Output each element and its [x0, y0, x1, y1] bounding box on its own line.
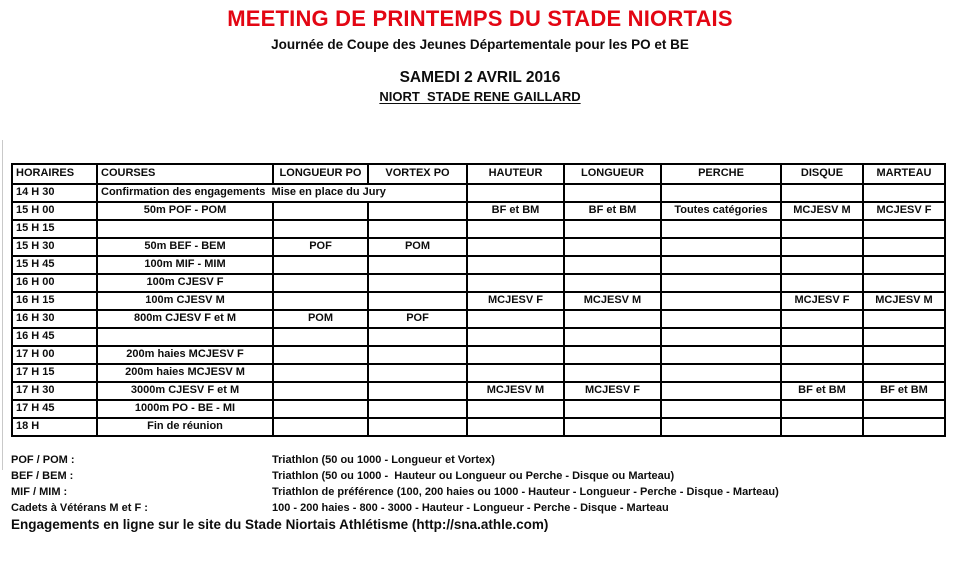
event-cell: [661, 400, 781, 418]
event-cell: [781, 184, 863, 202]
event-cell: [661, 184, 781, 202]
event-cell: [661, 274, 781, 292]
page-title: MEETING DE PRINTEMPS DU STADE NIORTAIS: [227, 6, 733, 31]
table-row: [12, 256, 945, 274]
column-header: HORAIRES: [12, 164, 97, 184]
event-cell: [863, 418, 945, 436]
event-cell: [863, 220, 945, 238]
event-cell: [467, 184, 564, 202]
footnote-line: [11, 468, 779, 484]
event-cell: [564, 346, 661, 364]
event-cell: [661, 292, 781, 310]
footnote-label: BEF / BEM :: [11, 470, 74, 482]
footnote-label: Cadets à Vétérans M et F :: [11, 502, 148, 514]
time-cell: 15 H 00: [12, 202, 97, 220]
event-cell: POF: [368, 310, 467, 328]
event-cell: [368, 292, 467, 310]
event-cell: [564, 364, 661, 382]
event-cell: [368, 328, 467, 346]
event-cell: MCJESV M: [564, 292, 661, 310]
time-cell: 16 H 45: [12, 328, 97, 346]
event-cell: BF et BM: [863, 382, 945, 400]
event-cell: [273, 202, 368, 220]
course-cell: Fin de réunion: [97, 418, 273, 436]
footnote-line: [11, 500, 779, 516]
event-cell: [781, 238, 863, 256]
event-cell: MCJESV M: [863, 292, 945, 310]
table-row: [12, 292, 945, 310]
event-cell: [368, 220, 467, 238]
time-cell: 15 H 15: [12, 220, 97, 238]
event-cell: [863, 328, 945, 346]
event-cell: [467, 274, 564, 292]
event-cell: [273, 382, 368, 400]
event-cell: [467, 220, 564, 238]
footnote-label: POF / POM :: [11, 454, 75, 466]
event-cell: Toutes catégories: [661, 202, 781, 220]
event-cell: BF et BM: [781, 382, 863, 400]
event-cell: [273, 274, 368, 292]
column-header: HAUTEUR: [467, 164, 564, 184]
event-cell: [863, 364, 945, 382]
time-cell: 15 H 30: [12, 238, 97, 256]
time-cell: 16 H 30: [12, 310, 97, 328]
course-cell: 3000m CJESV F et M: [97, 382, 273, 400]
event-cell: MCJESV M: [467, 382, 564, 400]
event-cell: [467, 310, 564, 328]
course-cell: 200m haies MCJESV F: [97, 346, 273, 364]
footnote-label: MIF / MIM :: [11, 486, 68, 498]
event-cell: [863, 310, 945, 328]
event-cell: [863, 346, 945, 364]
event-cell: [661, 220, 781, 238]
event-cell: [564, 274, 661, 292]
event-cell: [781, 400, 863, 418]
event-cell: MCJESV F: [564, 382, 661, 400]
footnote-line: [11, 452, 779, 468]
event-cell: MCJESV F: [781, 292, 863, 310]
event-cell: [863, 400, 945, 418]
column-header: DISQUE: [781, 164, 863, 184]
course-cell: 50m BEF - BEM: [97, 238, 273, 256]
event-cell: [368, 346, 467, 364]
event-cell: [661, 328, 781, 346]
event-cell: [467, 256, 564, 274]
event-cell: [661, 382, 781, 400]
event-cell: [564, 256, 661, 274]
footnote-line: [11, 484, 779, 500]
event-cell: [863, 274, 945, 292]
event-cell: [781, 256, 863, 274]
course-cell: 100m CJESV F: [97, 274, 273, 292]
event-cell: [467, 328, 564, 346]
event-cell: [781, 364, 863, 382]
event-cell: [368, 364, 467, 382]
event-cell: [661, 310, 781, 328]
course-cell: [97, 328, 273, 346]
merged-note-cell: Confirmation des engagements Mise en place du Jury: [97, 184, 467, 202]
table-row: [12, 400, 945, 418]
event-cell: [564, 310, 661, 328]
event-cell: [863, 184, 945, 202]
event-cell: [273, 256, 368, 274]
event-cell: [564, 238, 661, 256]
page-subtitle: Journée de Coupe des Jeunes Départementale pour les PO et BE: [271, 37, 689, 52]
footnote-text: Triathlon (50 ou 1000 - Hauteur ou Longueur ou Perche - Disque ou Marteau): [272, 470, 675, 482]
event-cell: [564, 400, 661, 418]
event-cell: [273, 292, 368, 310]
event-cell: BF et BM: [564, 202, 661, 220]
event-cell: [564, 418, 661, 436]
event-cell: [467, 400, 564, 418]
time-cell: 17 H 30: [12, 382, 97, 400]
event-cell: [564, 184, 661, 202]
footnote-text: Triathlon (50 ou 1000 - Longueur et Vortex): [272, 454, 495, 466]
event-cell: [661, 346, 781, 364]
event-cell: [781, 310, 863, 328]
event-cell: [564, 220, 661, 238]
table-row: [12, 310, 945, 328]
event-cell: [273, 220, 368, 238]
event-cell: MCJESV M: [781, 202, 863, 220]
time-cell: 17 H 00: [12, 346, 97, 364]
event-cell: [368, 418, 467, 436]
table-row: [12, 418, 945, 436]
course-cell: 1000m PO - BE - MI: [97, 400, 273, 418]
event-cell: POM: [273, 310, 368, 328]
event-cell: MCJESV F: [467, 292, 564, 310]
table-row: [12, 184, 945, 202]
event-cell: MCJESV F: [863, 202, 945, 220]
table-body: [12, 184, 945, 436]
time-cell: 15 H 45: [12, 256, 97, 274]
event-cell: [273, 328, 368, 346]
course-cell: 100m MIF - MIM: [97, 256, 273, 274]
event-cell: [661, 238, 781, 256]
event-cell: [368, 256, 467, 274]
event-cell: [661, 418, 781, 436]
time-cell: 17 H 15: [12, 364, 97, 382]
table-row: [12, 220, 945, 238]
event-cell: [661, 364, 781, 382]
event-cell: [781, 346, 863, 364]
event-cell: [368, 202, 467, 220]
event-cell: [273, 400, 368, 418]
time-cell: 16 H 15: [12, 292, 97, 310]
event-cell: [467, 238, 564, 256]
event-cell: [467, 346, 564, 364]
event-cell: [781, 220, 863, 238]
table-row: [12, 202, 945, 220]
table-header-row: [12, 164, 945, 184]
document-header: [0, 7, 960, 104]
course-cell: 200m haies MCJESV M: [97, 364, 273, 382]
event-cell: BF et BM: [467, 202, 564, 220]
event-cell: [863, 256, 945, 274]
table-row: [12, 328, 945, 346]
table-row: [12, 382, 945, 400]
event-cell: [467, 364, 564, 382]
time-cell: 17 H 45: [12, 400, 97, 418]
event-cell: [467, 418, 564, 436]
course-cell: 800m CJESV F et M: [97, 310, 273, 328]
table-row: [12, 364, 945, 382]
column-header: LONGUEUR: [564, 164, 661, 184]
table-row: [12, 274, 945, 292]
column-header: LONGUEUR PO: [273, 164, 368, 184]
event-cell: [564, 328, 661, 346]
course-cell: 100m CJESV M: [97, 292, 273, 310]
column-header: VORTEX PO: [368, 164, 467, 184]
event-cell: [781, 418, 863, 436]
footnotes: [11, 452, 779, 516]
column-header: MARTEAU: [863, 164, 945, 184]
event-venue: NIORT STADE RENE GAILLARD: [379, 89, 581, 104]
event-cell: [661, 256, 781, 274]
course-cell: [97, 220, 273, 238]
column-header: COURSES: [97, 164, 273, 184]
event-cell: [781, 328, 863, 346]
footnote-text: Triathlon de préférence (100, 200 haies ou 1000 - Hauteur - Longueur - Perche - Disque - Marteau): [272, 486, 779, 498]
event-cell: [273, 346, 368, 364]
event-cell: [368, 274, 467, 292]
event-cell: [273, 418, 368, 436]
table-row: [12, 238, 945, 256]
footer-note: Engagements en ligne sur le site du Stade Niortais Athlétisme (http://sna.athle.com): [11, 517, 549, 532]
scan-edge-artifact: [2, 140, 3, 470]
time-cell: 18 H: [12, 418, 97, 436]
table-row: [12, 346, 945, 364]
event-cell: [781, 274, 863, 292]
event-cell: POM: [368, 238, 467, 256]
time-cell: 14 H 30: [12, 184, 97, 202]
schedule-table: [11, 163, 946, 437]
course-cell: 50m POF - POM: [97, 202, 273, 220]
time-cell: 16 H 00: [12, 274, 97, 292]
event-cell: POF: [273, 238, 368, 256]
footnote-text: 100 - 200 haies - 800 - 3000 - Hauteur - Longueur - Perche - Disque - Marteau: [272, 502, 669, 514]
event-date: SAMEDI 2 AVRIL 2016: [399, 69, 561, 86]
event-cell: [368, 400, 467, 418]
column-header: PERCHE: [661, 164, 781, 184]
event-cell: [273, 364, 368, 382]
event-cell: [863, 238, 945, 256]
event-cell: [368, 382, 467, 400]
